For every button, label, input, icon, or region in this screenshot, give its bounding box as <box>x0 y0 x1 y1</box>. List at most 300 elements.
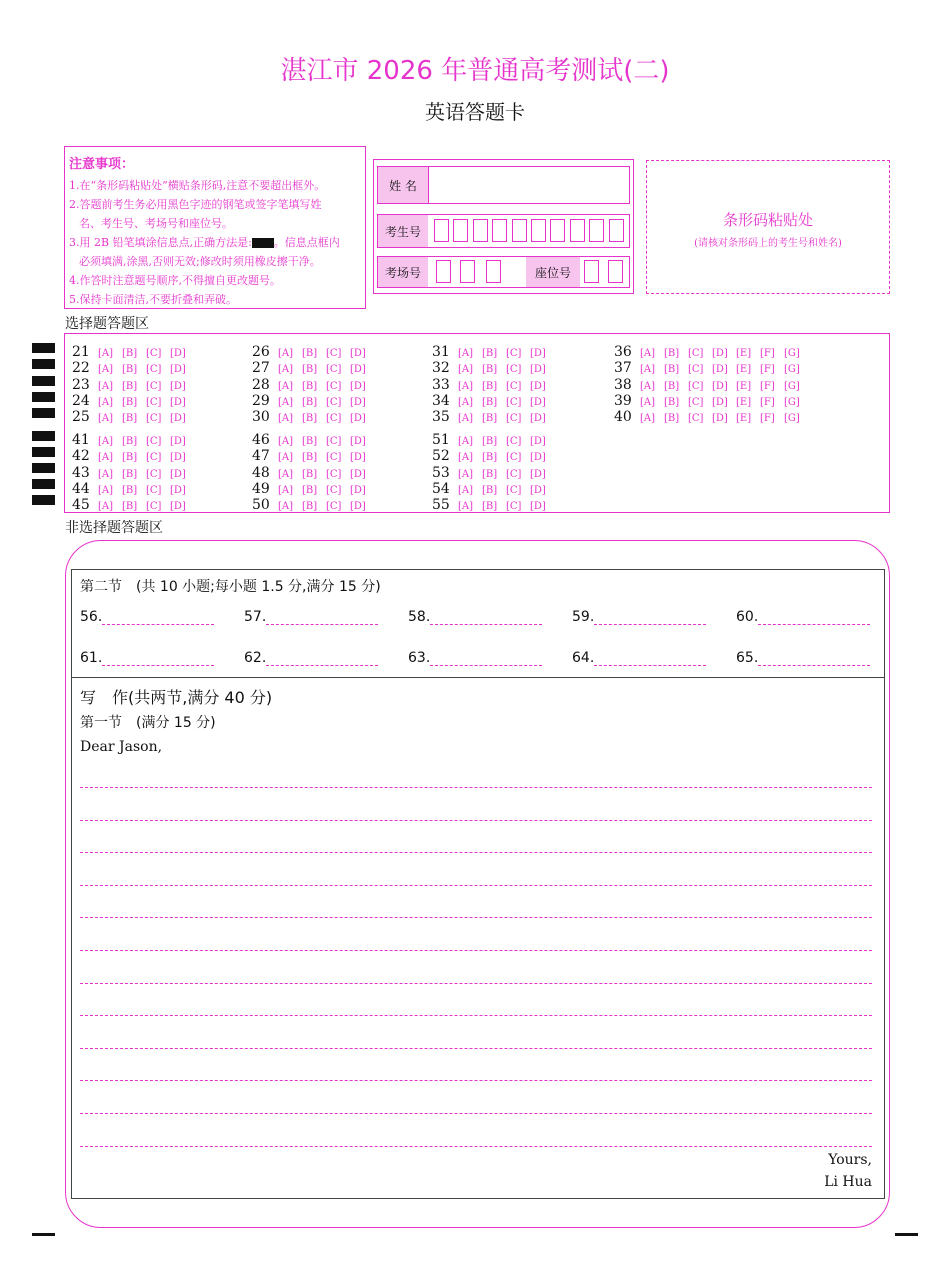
student-info-box <box>373 159 634 294</box>
writing-line[interactable] <box>80 1048 872 1049</box>
question-row <box>432 390 554 409</box>
answer-bubble[interactable]: [E] <box>736 348 752 359</box>
answer-bubble[interactable]: [A] <box>458 452 474 464</box>
answer-bubble[interactable]: [B] <box>302 452 318 464</box>
answer-bubble[interactable]: [B] <box>122 396 138 408</box>
answer-bubble[interactable]: [D] <box>530 484 546 496</box>
answer-bubble[interactable]: [G] <box>784 396 800 408</box>
question-row <box>252 406 374 426</box>
answer-bubble[interactable]: [C] <box>146 436 162 447</box>
question-number: 45 <box>72 497 90 514</box>
answer-bubble[interactable]: [D] <box>712 364 728 376</box>
answer-bubble[interactable]: [B] <box>302 484 318 496</box>
question-number: 44 <box>72 480 90 497</box>
answer-bubble[interactable]: [B] <box>482 380 498 392</box>
answer-bubble[interactable]: [C] <box>506 413 522 425</box>
answer-bubble[interactable]: [B] <box>302 348 318 359</box>
answer-bubble[interactable]: [B] <box>664 364 680 376</box>
answer-bubble[interactable]: [D] <box>170 468 186 480</box>
blank-57[interactable] <box>244 609 378 625</box>
answer-bubble[interactable]: [B] <box>482 413 498 425</box>
writing-line[interactable] <box>80 950 872 951</box>
question-row <box>252 374 374 393</box>
answer-bubble[interactable]: [E] <box>736 396 752 408</box>
timing-mark <box>32 463 55 473</box>
answer-bubble[interactable]: [A] <box>98 413 114 425</box>
question-row <box>252 357 374 377</box>
question-row <box>252 462 374 481</box>
question-number: 43 <box>72 464 90 481</box>
blank-number: 56. <box>80 609 103 625</box>
answer-bubble[interactable]: [C] <box>326 396 342 408</box>
answer-bubble[interactable]: [C] <box>506 396 522 408</box>
answer-bubble[interactable]: [A] <box>278 484 294 496</box>
question-row <box>432 429 554 448</box>
question-number: 48 <box>252 464 270 481</box>
mc-section-label: 选择题答题区 <box>65 316 149 332</box>
exam-digit-box[interactable] <box>589 219 604 242</box>
blank-65[interactable] <box>736 650 870 666</box>
answer-bubble[interactable]: [C] <box>146 364 162 376</box>
question-number: 40 <box>614 409 632 426</box>
question-row <box>432 494 554 514</box>
answer-bubble[interactable]: [B] <box>482 501 498 513</box>
answer-bubble[interactable]: [E] <box>736 364 752 376</box>
seat-digit-box[interactable] <box>584 260 599 283</box>
answer-bubble[interactable]: [C] <box>326 348 342 359</box>
exam-number-row <box>377 214 630 248</box>
question-row <box>72 478 194 497</box>
room-digit-box[interactable] <box>460 260 475 283</box>
blank-62[interactable] <box>244 650 378 666</box>
letter-salutation: Dear Jason, <box>80 739 163 755</box>
writing-line[interactable] <box>80 1080 872 1081</box>
answer-bubble[interactable]: [F] <box>760 364 775 376</box>
blank-56[interactable] <box>80 609 214 625</box>
question-row <box>72 494 194 514</box>
answer-bubble[interactable]: [B] <box>122 452 138 464</box>
answer-bubble[interactable]: [A] <box>640 348 656 359</box>
seat-label: 座位号 <box>526 257 580 287</box>
question-row <box>72 390 194 409</box>
answer-bubble[interactable]: [F] <box>760 348 775 359</box>
answer-bubble[interactable]: [C] <box>146 380 162 392</box>
answer-bubble[interactable]: [A] <box>640 413 656 425</box>
blank-number: 59. <box>572 609 595 625</box>
notice-heading: 注意事项： <box>69 157 135 172</box>
section2-header: 第二节 (共 10 小题;每小题 1.5 分,满分 15 分) <box>80 579 381 595</box>
answer-bubble[interactable]: [F] <box>760 380 775 392</box>
exam-digit-box[interactable] <box>512 219 527 242</box>
answer-bubble[interactable]: [D] <box>530 468 546 480</box>
blank-line <box>594 652 706 666</box>
question-number: 33 <box>432 376 450 393</box>
answer-bubble[interactable]: [C] <box>326 364 342 376</box>
answer-bubble[interactable]: [C] <box>146 501 162 513</box>
answer-bubble[interactable]: [D] <box>712 380 728 392</box>
answer-bubble[interactable]: [C] <box>506 364 522 376</box>
answer-bubble[interactable]: [C] <box>688 348 704 359</box>
question-number: 41 <box>72 432 90 448</box>
exam-digit-box[interactable] <box>531 219 546 242</box>
answer-bubble[interactable]: [C] <box>146 396 162 408</box>
exam-digit-box[interactable] <box>550 219 565 242</box>
question-row <box>252 494 374 514</box>
answer-bubble[interactable]: [B] <box>122 501 138 513</box>
page-subtitle: 英语答题卡 <box>425 100 525 124</box>
answer-bubble[interactable]: [D] <box>530 364 546 376</box>
answer-bubble[interactable]: [A] <box>278 452 294 464</box>
question-number: 50 <box>252 497 270 514</box>
answer-bubble[interactable]: [B] <box>482 396 498 408</box>
answer-bubble[interactable]: [C] <box>688 364 704 376</box>
answer-bubble[interactable]: [D] <box>350 436 366 447</box>
answer-bubble[interactable]: [B] <box>664 348 680 359</box>
answer-bubble[interactable]: [D] <box>170 348 186 359</box>
question-number: 52 <box>432 448 450 465</box>
question-row <box>614 374 808 393</box>
answer-bubble[interactable]: [G] <box>784 380 800 392</box>
answer-bubble[interactable]: [B] <box>302 413 318 425</box>
seat-digit-box[interactable] <box>608 260 623 283</box>
answer-bubble[interactable]: [D] <box>350 348 366 359</box>
answer-bubble[interactable]: [D] <box>350 364 366 376</box>
question-row <box>72 341 194 360</box>
answer-bubble[interactable]: [D] <box>350 396 366 408</box>
answer-bubble[interactable]: [C] <box>506 380 522 392</box>
answer-bubble[interactable]: [B] <box>122 364 138 376</box>
name-label: 姓 名 <box>378 167 428 203</box>
answer-bubble[interactable]: [C] <box>506 348 522 359</box>
answer-bubble[interactable]: [D] <box>712 413 728 425</box>
answer-bubble[interactable]: [D] <box>350 468 366 480</box>
answer-bubble[interactable]: [C] <box>146 348 162 359</box>
question-number: 23 <box>72 376 90 393</box>
answer-bubble[interactable]: [D] <box>530 501 546 513</box>
answer-bubble[interactable]: [D] <box>350 380 366 392</box>
room-digit-box[interactable] <box>436 260 451 283</box>
writing-line[interactable] <box>80 852 872 853</box>
answer-bubble[interactable]: [C] <box>146 452 162 464</box>
answer-bubble[interactable]: [D] <box>170 501 186 513</box>
question-number: 54 <box>432 480 450 497</box>
answer-bubble[interactable]: [A] <box>278 501 294 513</box>
answer-bubble[interactable]: [G] <box>784 348 800 359</box>
answer-bubble[interactable]: [A] <box>278 364 294 376</box>
blank-line <box>266 652 378 666</box>
timing-mark <box>32 447 55 457</box>
answer-bubble[interactable]: [A] <box>458 413 474 425</box>
question-row <box>72 357 194 377</box>
question-number: 39 <box>614 392 632 409</box>
answer-bubble[interactable]: [A] <box>278 436 294 447</box>
answer-bubble[interactable]: [A] <box>98 436 114 447</box>
answer-bubble[interactable]: [B] <box>302 501 318 513</box>
room-seat-row <box>377 256 630 288</box>
answer-bubble[interactable]: [C] <box>506 501 522 513</box>
answer-bubble[interactable]: [C] <box>326 436 342 447</box>
question-number: 28 <box>252 376 270 393</box>
question-row <box>72 406 194 426</box>
answer-bubble[interactable]: [B] <box>122 348 138 359</box>
answer-bubble[interactable]: [A] <box>98 468 114 480</box>
writing-line[interactable] <box>80 787 872 788</box>
answer-bubble[interactable]: [A] <box>458 380 474 392</box>
blank-number: 57. <box>244 609 267 625</box>
answer-bubble[interactable]: [G] <box>784 413 800 425</box>
answer-bubble[interactable]: [C] <box>506 436 522 447</box>
answer-bubble[interactable]: [B] <box>482 468 498 480</box>
answer-bubble[interactable]: [C] <box>688 380 704 392</box>
barcode-note: (请核对条形码上的考生号和姓名) <box>694 238 842 249</box>
barcode-label: 条形码粘贴处 <box>722 211 813 229</box>
answer-bubble[interactable]: [D] <box>170 396 186 408</box>
answer-bubble[interactable]: [B] <box>302 436 318 447</box>
question-row <box>252 429 374 448</box>
question-row <box>72 445 194 465</box>
answer-bubble[interactable]: [D] <box>170 380 186 392</box>
question-number: 36 <box>614 344 632 360</box>
question-number: 42 <box>72 448 90 465</box>
notice-item: 1.在“条形码粘贴处”横贴条形码,注意不要超出框外。 <box>69 179 326 192</box>
section-divider <box>71 677 885 678</box>
blank-line <box>102 652 214 666</box>
question-number: 46 <box>252 432 270 448</box>
answer-bubble[interactable]: [B] <box>664 396 680 408</box>
blank-number: 62. <box>244 650 267 666</box>
nonmc-section-label: 非选择题答题区 <box>65 520 163 536</box>
answer-bubble[interactable]: [A] <box>98 380 114 392</box>
answer-bubble[interactable]: [D] <box>170 484 186 496</box>
question-row <box>614 341 808 360</box>
question-number: 37 <box>614 360 632 377</box>
question-number: 53 <box>432 464 450 481</box>
answer-bubble[interactable]: [B] <box>122 484 138 496</box>
answer-bubble[interactable]: [C] <box>146 484 162 496</box>
writing-line[interactable] <box>80 983 872 984</box>
answer-bubble[interactable]: [A] <box>640 396 656 408</box>
answer-bubble[interactable]: [A] <box>98 396 114 408</box>
answer-bubble[interactable]: [A] <box>458 396 474 408</box>
exam-digit-box[interactable] <box>453 219 468 242</box>
exam-digit-box[interactable] <box>492 219 507 242</box>
answer-bubble[interactable]: [B] <box>122 413 138 425</box>
answer-bubble[interactable]: [C] <box>146 413 162 425</box>
question-row <box>252 341 374 360</box>
question-number: 29 <box>252 392 270 409</box>
answer-bubble[interactable]: [B] <box>302 380 318 392</box>
answer-bubble[interactable]: [A] <box>458 501 474 513</box>
answer-bubble[interactable]: [F] <box>760 396 775 408</box>
writing-line[interactable] <box>80 820 872 821</box>
blank-number: 61. <box>80 650 103 666</box>
corner-mark-right <box>895 1233 918 1236</box>
exam-digit-box[interactable] <box>434 219 449 242</box>
blank-63[interactable] <box>408 650 542 666</box>
blank-64[interactable] <box>572 650 706 666</box>
answer-bubble[interactable]: [A] <box>640 380 656 392</box>
blank-58[interactable] <box>408 609 542 625</box>
blank-number: 58. <box>408 609 431 625</box>
answer-bubble[interactable]: [B] <box>482 452 498 464</box>
blank-60[interactable] <box>736 609 870 625</box>
question-row <box>432 357 554 377</box>
answer-bubble[interactable]: [A] <box>458 468 474 480</box>
answer-bubble[interactable]: [C] <box>146 468 162 480</box>
question-number: 47 <box>252 448 270 465</box>
room-label: 考场号 <box>378 257 428 287</box>
answer-bubble[interactable]: [D] <box>530 348 546 359</box>
answer-bubble[interactable]: [C] <box>326 452 342 464</box>
answer-bubble[interactable]: [A] <box>278 396 294 408</box>
barcode-area <box>646 160 890 294</box>
name-field[interactable] <box>428 167 629 203</box>
question-row <box>614 406 808 426</box>
question-row <box>432 478 554 497</box>
writing-line[interactable] <box>80 1113 872 1114</box>
question-number: 27 <box>252 360 270 377</box>
answer-bubble[interactable]: [D] <box>712 396 728 408</box>
filled-bubble-sample <box>252 238 274 248</box>
question-row <box>252 445 374 465</box>
answer-bubble[interactable]: [C] <box>506 484 522 496</box>
answer-bubble[interactable]: [A] <box>458 484 474 496</box>
answer-bubble[interactable]: [A] <box>98 364 114 376</box>
answer-bubble[interactable]: [D] <box>712 348 728 359</box>
answer-bubble[interactable]: [A] <box>458 348 474 359</box>
question-row <box>72 429 194 448</box>
answer-bubble[interactable]: [A] <box>278 348 294 359</box>
exam-digit-box[interactable] <box>473 219 488 242</box>
writing-line[interactable] <box>80 1015 872 1016</box>
answer-bubble[interactable]: [A] <box>98 452 114 464</box>
timing-mark <box>32 343 55 353</box>
answer-bubble[interactable]: [G] <box>784 364 800 376</box>
question-row <box>614 390 808 409</box>
answer-bubble[interactable]: [B] <box>482 348 498 359</box>
answer-bubble[interactable]: [C] <box>326 380 342 392</box>
answer-bubble[interactable]: [A] <box>458 436 474 447</box>
answer-bubble[interactable]: [D] <box>350 484 366 496</box>
answer-bubble[interactable]: [D] <box>350 413 366 425</box>
blank-line <box>758 652 870 666</box>
timing-mark <box>32 392 55 402</box>
page-title: 湛江市 2026 年普通高考测试(二) <box>280 56 670 86</box>
timing-mark <box>32 359 55 369</box>
answer-bubble[interactable]: [B] <box>664 380 680 392</box>
answer-bubble[interactable]: [E] <box>736 413 752 425</box>
answer-bubble[interactable]: [B] <box>122 380 138 392</box>
answer-bubble[interactable]: [B] <box>482 364 498 376</box>
answer-bubble[interactable]: [A] <box>278 468 294 480</box>
answer-bubble[interactable]: [C] <box>326 501 342 513</box>
answer-bubble[interactable]: [A] <box>98 501 114 513</box>
answer-bubble[interactable]: [A] <box>458 364 474 376</box>
exam-digit-box[interactable] <box>609 219 624 242</box>
answer-bubble[interactable]: [D] <box>530 436 546 447</box>
answer-bubble[interactable]: [D] <box>530 396 546 408</box>
writing-line[interactable] <box>80 917 872 918</box>
notice-item: 5.保持卡面清洁,不要折叠和弄破。 <box>69 293 237 306</box>
blank-number: 64. <box>572 650 595 666</box>
answer-bubble[interactable]: [B] <box>302 396 318 408</box>
timing-mark <box>32 408 55 418</box>
answer-bubble[interactable]: [B] <box>122 468 138 480</box>
answer-bubble[interactable]: [E] <box>736 380 752 392</box>
answer-bubble[interactable]: [B] <box>482 484 498 496</box>
answer-bubble[interactable]: [C] <box>326 484 342 496</box>
answer-bubble[interactable]: [C] <box>688 413 704 425</box>
question-number: 21 <box>72 344 90 360</box>
timing-mark <box>32 376 55 386</box>
blank-61[interactable] <box>80 650 214 666</box>
answer-bubble[interactable]: [F] <box>760 413 775 425</box>
answer-bubble[interactable]: [A] <box>278 380 294 392</box>
blank-number: 63. <box>408 650 431 666</box>
notice-box <box>64 146 366 309</box>
answer-bubble[interactable]: [D] <box>530 380 546 392</box>
timing-mark <box>32 431 55 441</box>
corner-mark-left <box>32 1233 55 1236</box>
answer-bubble[interactable]: [C] <box>688 396 704 408</box>
question-row <box>252 390 374 409</box>
letter-closing: Yours, <box>828 1152 872 1168</box>
answer-bubble[interactable]: [B] <box>664 413 680 425</box>
answer-bubble[interactable]: [D] <box>530 413 546 425</box>
question-row <box>252 478 374 497</box>
answer-bubble[interactable]: [D] <box>170 413 186 425</box>
answer-bubble[interactable]: [A] <box>98 484 114 496</box>
writing-header: 写 作(共两节,满分 40 分) <box>80 688 273 707</box>
question-number: 24 <box>72 392 90 409</box>
writing-line[interactable] <box>80 885 872 886</box>
question-row <box>432 374 554 393</box>
question-row <box>432 341 554 360</box>
answer-bubble[interactable]: [B] <box>302 468 318 480</box>
blank-line <box>266 611 378 625</box>
answer-bubble[interactable]: [D] <box>350 501 366 513</box>
answer-bubble[interactable]: [B] <box>122 436 138 447</box>
exam-digit-box[interactable] <box>570 219 585 242</box>
answer-bubble[interactable]: [A] <box>278 413 294 425</box>
answer-bubble[interactable]: [A] <box>98 348 114 359</box>
blank-number: 60. <box>736 609 759 625</box>
answer-bubble[interactable]: [D] <box>530 452 546 464</box>
question-number: 49 <box>252 480 270 497</box>
answer-bubble[interactable]: [B] <box>302 364 318 376</box>
answer-bubble[interactable]: [C] <box>326 468 342 480</box>
answer-bubble[interactable]: [A] <box>640 364 656 376</box>
answer-bubble[interactable]: [B] <box>482 436 498 447</box>
blank-59[interactable] <box>572 609 706 625</box>
timing-mark <box>32 479 55 489</box>
blank-line <box>594 611 706 625</box>
letter-signature: Li Hua <box>824 1174 872 1190</box>
writing-line[interactable] <box>80 1146 872 1147</box>
blank-number: 65. <box>736 650 759 666</box>
answer-bubble[interactable]: [D] <box>350 452 366 464</box>
notice-item: 必须填满,涂黑,否则无效;修改时须用橡皮擦干净。 <box>79 255 321 268</box>
blank-line <box>430 652 542 666</box>
question-number: 38 <box>614 376 632 393</box>
answer-bubble[interactable]: [C] <box>326 413 342 425</box>
answer-bubble[interactable]: [C] <box>506 468 522 480</box>
room-digit-box[interactable] <box>486 260 501 283</box>
answer-bubble[interactable]: [C] <box>506 452 522 464</box>
answer-bubble[interactable]: [D] <box>170 452 186 464</box>
answer-bubble[interactable]: [D] <box>170 364 186 376</box>
answer-bubble[interactable]: [D] <box>170 436 186 447</box>
